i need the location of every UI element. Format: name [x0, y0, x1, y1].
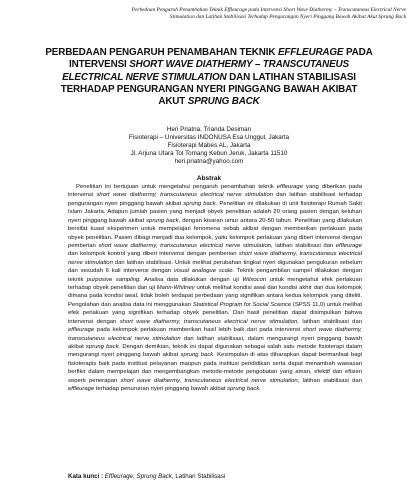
running-head-line-1: Perbedaan Pengaruh Penambahan Teknik Effleurage pada Intervensi Short Wave Diathermy – Transcutaneus Electrical Nerve	[131, 7, 406, 13]
abstract-paragraph: Penelitian ini bertujuan untuk mengetahui pengaruh penambahan teknik effleurage yang diberikan pada intervensi short wave diathermy, transcutaneus electrical nerve stimulation dan latihan stabilisasi terhadap pengurangan nyeri pinggang bawah akibat sprung back. Penelitian ini dilakukan di unit fisioterapi Rumah Sakit Islam Jakarta. Adapun jumlah pasien yang menjadi obyek penelitian adalah 20 orang pasien dengan keluhan nyeri pinggang bawah akibat sprung back, dengan kisaran umur antara 20-50 tahun. Penelitian yang dilakukan bersifat kuasi eksperimen untuk mempelajari fenomena sebab akibat dengan memberikan perlakuan pada obyek penelitian. Pasien dibagi menjadi dua kelompok, yaitu kelompok perlakuan yang diberi intervensi dengan pemberian short wave diathermy, transcutaneus electrical nerve stimulation, latihan stabilisasi dan effleurage dan kelompok kontrol yang diberi intervensi dengan pemberian short wave diathermy, transcutaneus electrical nerve stimulation dan latihan stabilisasi. Untuk melihat perubahan tingkat nyeri digunakan pengukuran sebelum dan sesudah 6 kali intervensi dengan visual analogue scale. Teknik pengambilan sampel dilakukan dengan teknik purposive sampling. Analisa data dilakukan dengan uji Wilxocon untuk mengetahui efek perlakuan terhadap obyek penelitian dan uji Mann-Whitney untuk melihat kondisi awal dan kondisi akhir dari dua kelompok dimana pada kondisi awal, tidak boleh terdapat perbedaan yang signifikan antara kedua kelompok yang diteliti. Pengolahan dan analisa data ini menggunakan Statistical Program for Social Science (SPSS 11,0) untuk melihat efek perlakuan yang signifikan terhadap obyek penelitian. Dari hasil penelitian dapat disimpulkan bahwa intervensi dengan short wave diathermy, transcutaneus electrical nerve stimulation, latihan stabilisasi dan effleurage pada kelompok perlakuan memberikan hasil lebih baik dari pada intervensi short wave diathermy, transcutaneus electrical nerve stimulation dan latihan stabilisasi, dalam mengurangi nyeri pinggang bawah akibat sprung back. Dengan demikian, teknik ini dapat digunakan sebagai salah satu metode fisioterapi dalam mengurangi nyeri pinggang bawah akibat sprung back. Kesimpulan di atas diharapkan dapat bermanfaat bagi fisioterapis baik pada institusi pelayanan maupun pada institusi pendidikan serta dapat menambah wawasan berfikir dalam mempelajari dan mengembangkan metode-metode pengobatan yang aman, efektif dan efisien seperti penerapan short wave diathermy, transcutaneus electrical nerve stimulation, latihan stabilisasi dan effleurage terhadap penurunan nyeri pinggang bawah akibat sprung back.	[68, 184, 363, 393]
keywords-italic: Effleurage, Sprung Back,	[103, 473, 174, 480]
keywords-label: Kata kunci :	[68, 473, 104, 480]
author-names: Heri Priatna, Trianda Desiman	[166, 126, 252, 133]
keywords-plain: Latihan Stabilisasi	[173, 473, 226, 480]
author-block	[60, 126, 358, 166]
running-head	[40, 7, 406, 20]
keywords-line	[68, 473, 378, 480]
author-affiliation-2: Fisioterapi Mabes AL, Jakarta	[167, 141, 251, 149]
author-email: heri.priatna@yahoo.com	[174, 157, 244, 165]
abstract-body	[68, 183, 362, 394]
author-affiliation-1: Fisioterapi – Universitas INDONUSA Esa Unggul, Jakarta	[128, 133, 290, 141]
abstract-heading: Abstrak	[196, 175, 222, 182]
author-address: Jl. Arjuna Utara Tol Tomang Kebun Jeruk, Jakarta 11510	[130, 149, 288, 157]
running-head-line-2: Stimulation dan Latihan Stabilisasi Terhadap Pengurangan Nyeri Pinggang Bawah Akibat Akut Sprung Back	[169, 13, 406, 20]
paper-title: PERBEDAAN PENGARUH PENAMBAHAN TEKNIK EFFLEURAGE PADA INTERVENSI SHORT WAVE DIATHERMY – TRANSCUTANEUS ELECTRICAL NERVE STIMULATION DAN LATIHAN STABILISASI TERHADAP PENGURANGAN NYERI PINGGANG BAWAH AKIBAT AKUT SPRUNG BACK	[45, 47, 373, 108]
